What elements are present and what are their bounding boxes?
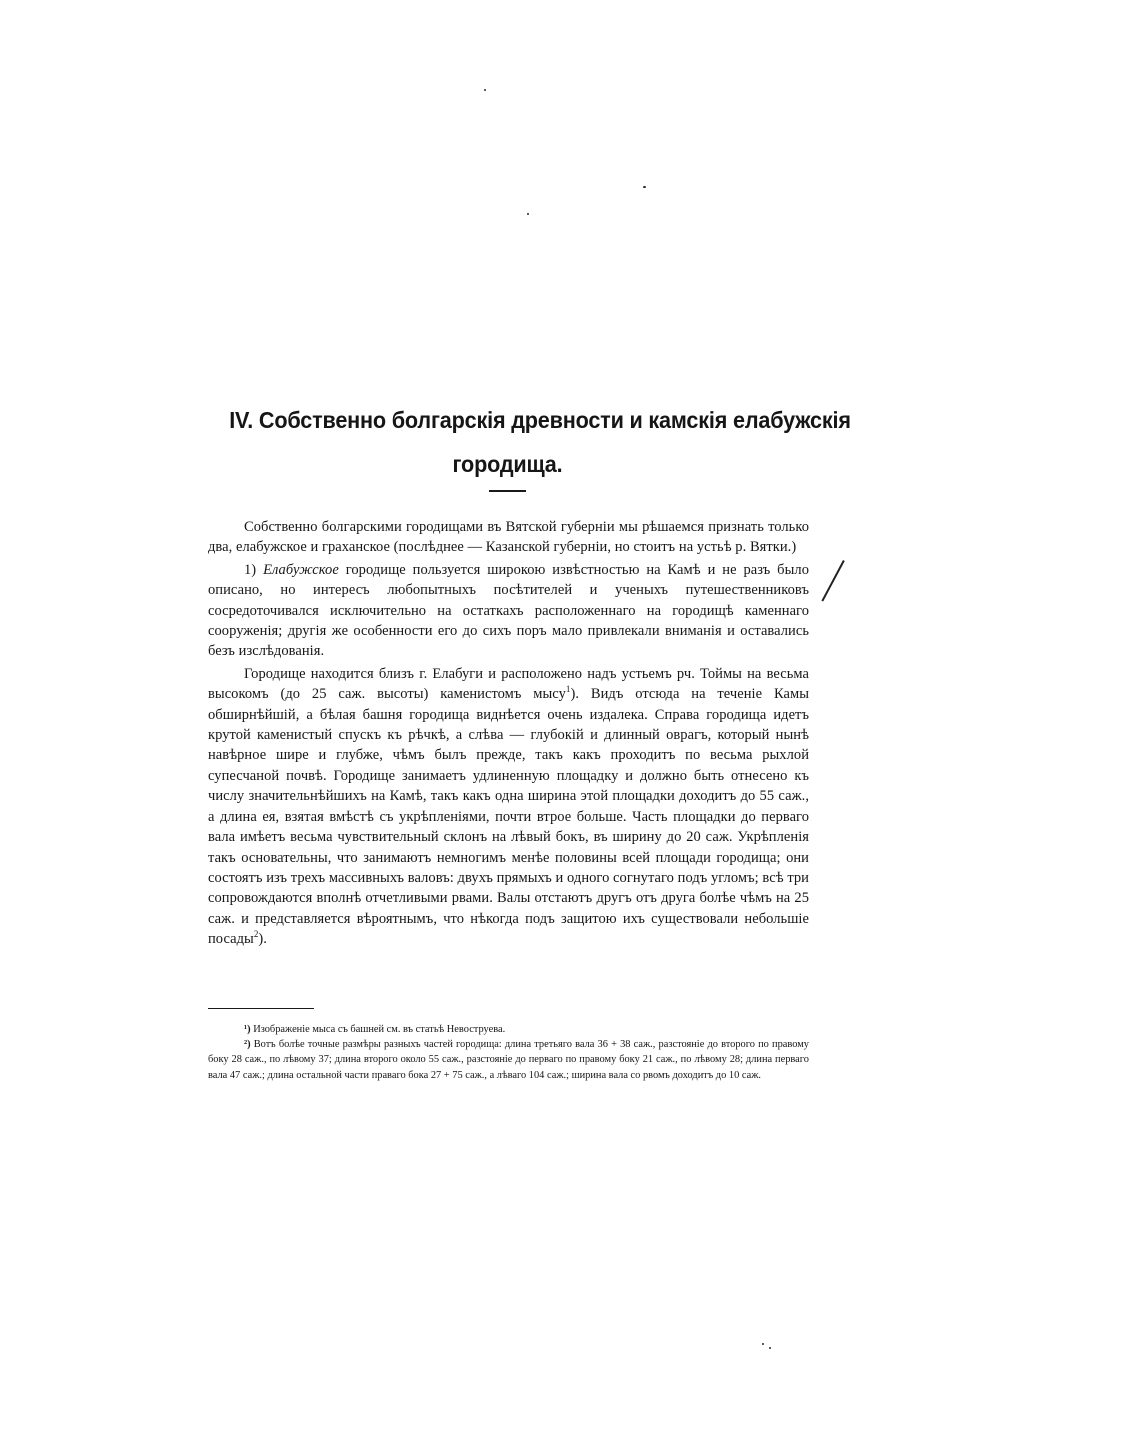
heading-divider <box>489 490 526 492</box>
chapter-heading <box>229 398 851 486</box>
paragraph-elabuga-text: городище пользуется широкою извѣстностью на Камѣ и не разъ было описано, но интересъ любопытныхъ посѣтителей и ученыхъ путешественниковъ сосредоточивался исключительно на остаткахъ расположеннаго на городищѣ каменнаго сооруженія; другія же особенности его до сихъ поръ мало привлекали вниманія и оставались безъ изслѣдованія. <box>208 561 809 660</box>
scan-speck <box>769 1347 771 1349</box>
body-text <box>208 517 809 950</box>
paragraph-description-text-a: Городище находится близъ г. Елабуги и расположено надъ устьемъ рч. Тоймы на весьма высокомъ (до 25 саж. высоты) каменистомъ мысу <box>208 665 809 703</box>
italic-term: Елабужское <box>263 561 339 578</box>
paragraph-number: 1) <box>244 561 257 578</box>
scan-speck <box>643 186 646 188</box>
footnote-number: ¹) <box>244 1024 251 1035</box>
paragraph-description-text-b: ). Видъ отсюда на теченіе Камы обширнѣйшій, а бѣлая башня городища виднѣется очень издалека. Справа городища идетъ крутой каменистый спускъ къ рѣчкѣ, а слѣва — глубокій и длинный оврагъ, который нынѣ навѣрное шире и глубже, чѣмъ былъ прежде, такъ какъ проходитъ по весьма рыхлой супесчаной почвѣ. Городище занимаетъ удлиненную площадку и должно быть отнесено къ числу значительнѣйшихъ на Камѣ, такъ какъ одна ширина этой площадки доходитъ до 55 саж., а длина ея, взятая вмѣстѣ съ укрѣпленіями, почти втрое больше. Часть площадки до перваго вала имѣетъ весьма чувствительный склонъ на лѣвый бокъ, въ ширину до 20 саж. Укрѣпленія такъ основательны, что занимаютъ немногимъ менѣе половины всей площади городища; они состоятъ изъ трехъ массивныхъ валовъ: двухъ прямыхъ и одного согнутаго подъ угломъ; всѣ три сопровождаются вполнѣ отчетливыми рвами. Валы отстаютъ другъ отъ друга болѣе чѣмъ на 25 саж. и представляется вѣроятнымъ, что нѣкогда подъ защитою ихъ существовали небольшіе посады <box>208 686 809 948</box>
paragraph-intro: Собственно болгарскими городищами въ Вятской губерніи мы рѣшаемся признать только два, елабужское и граханское (послѣднее — Казанской губерніи, но стоитъ на устьѣ р. Вятки.) <box>208 519 809 556</box>
footnote-ref-1: 1 <box>565 684 571 695</box>
paragraph-elabuga <box>208 560 809 662</box>
chapter-heading-line-1: IV. Собственно болгарскія древности и камскія елабужскія <box>229 407 851 433</box>
footnote-2 <box>208 1037 809 1083</box>
paragraph-description <box>208 664 809 950</box>
scan-speck <box>484 89 486 91</box>
paragraph-description-text-c: ). <box>258 931 267 948</box>
footnote-text: Изображеніе мыса съ башней см. въ статьѣ Невоструева. <box>253 1024 506 1035</box>
footnote-ref-2: 2 <box>253 929 259 940</box>
footnote-divider <box>208 1008 314 1009</box>
chapter-heading-line-2: городища. <box>452 451 563 477</box>
footnote-text: Вотъ болѣе точные размѣры разныхъ частей городища: длина третьяго вала 36 + 38 саж., разстояніе до второго по правому боку 28 саж., по лѣвому 37; длина второго около 55 саж., разстояніе до перваго по правому боку 21 саж., по лѣвому 28; длина перваго вала 47 саж.; длина остальной части праваго бока 27 + 75 саж., а лѣваго 104 саж.; ширина вала со рвомъ доходитъ до 10 саж. <box>208 1039 809 1081</box>
scan-speck <box>527 213 529 215</box>
footnote-1 <box>208 1022 809 1037</box>
scan-speck <box>762 1343 764 1345</box>
footnote-number: ²) <box>244 1039 251 1051</box>
footnotes <box>208 1022 809 1083</box>
margin-pencil-mark <box>821 560 844 602</box>
